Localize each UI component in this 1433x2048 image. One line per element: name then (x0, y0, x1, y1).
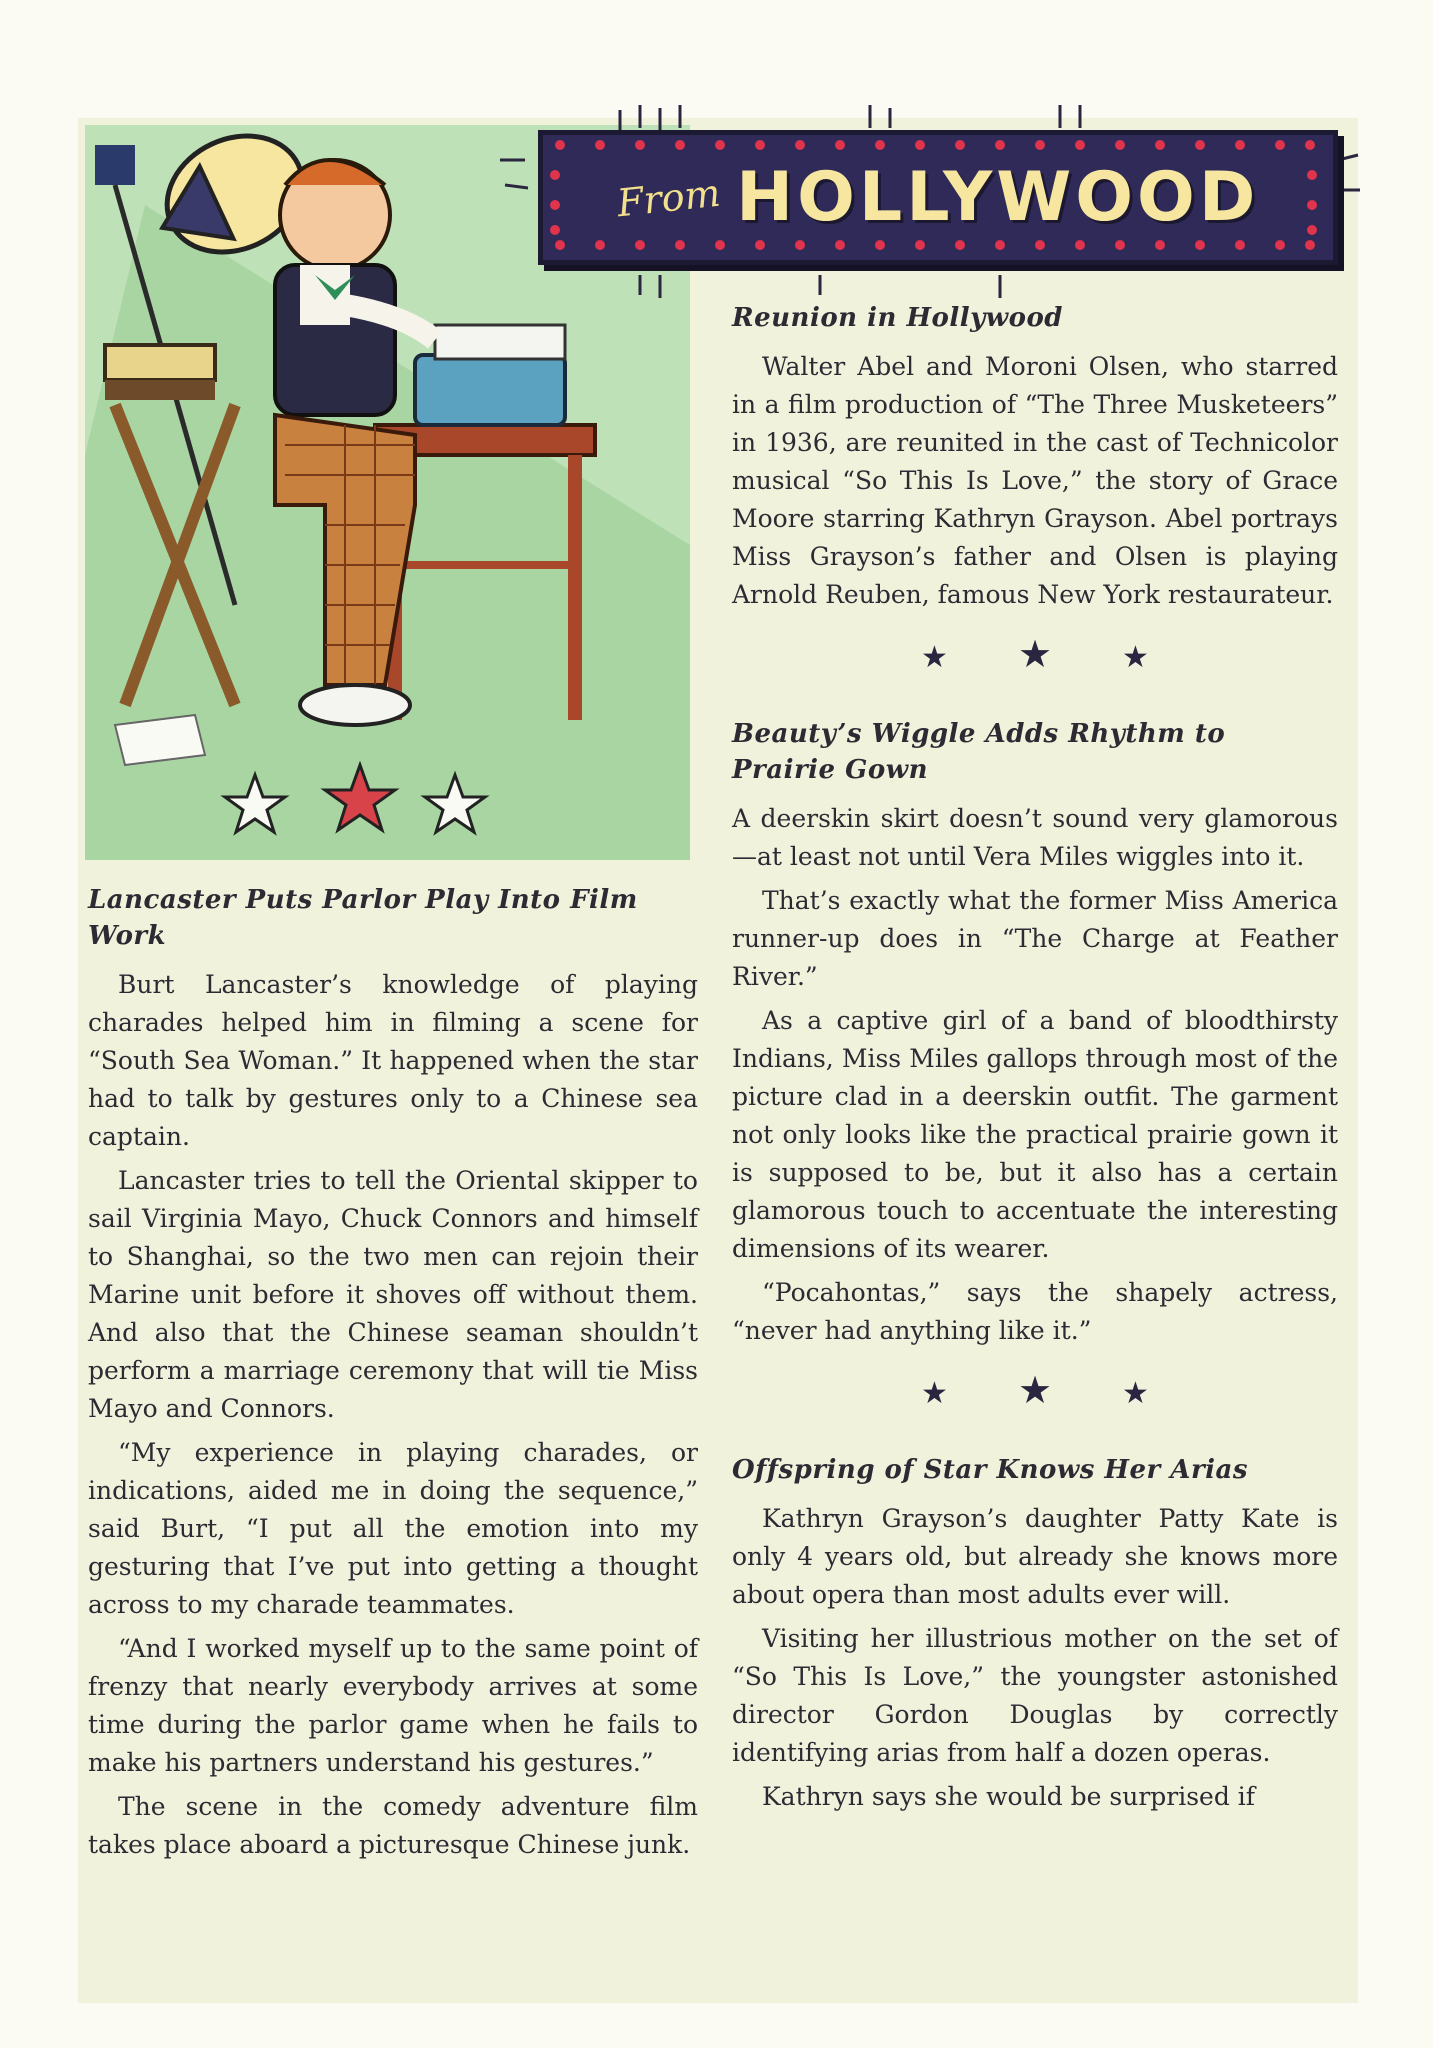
article-headline: Beauty’s Wiggle Adds Rhythm to Prairie Gown (732, 719, 1226, 785)
from-label: From (614, 170, 723, 225)
hollywood-title: HOLLYWOOD (736, 158, 1260, 237)
left-column (88, 882, 698, 1870)
article-paragraph: The scene in the comedy adventure film takes place aboard a picturesque Chinese junk. (88, 1792, 698, 1859)
star-separator (732, 632, 1338, 676)
right-column (732, 300, 1338, 1822)
article-paragraph: Walter Abel and Moroni Olsen, who starred in a film production of “The Three Musketeers” in 1936, are reunited in the cast of Technicolor musical “So This Is Love,” the story of Grace Moore starring Kathryn Grayson. Abel portrays Miss Grayson’s father and Olsen is playing Arnold Reuben, famous New York restaurateur. (732, 352, 1338, 609)
article-headline: Offspring of Star Knows Her Arias (732, 1455, 1249, 1485)
article-paragraph: “My experience in playing charades, or indications, aided me in doing the sequence,” said Burt, “I put all the emotion into my gesturing that I’ve put into getting a thought across to my charade teammates. (88, 1438, 698, 1619)
article-paragraph: Burt Lancaster’s knowledge of playing charades helped him in filming a scene for “South Sea Woman.” It happened when the star had to talk by gestures only to a Chinese sea captain. (88, 970, 698, 1151)
article-paragraph: Kathryn Grayson’s daughter Patty Kate is only 4 years old, but already she knows more about opera than most adults ever will. (732, 1504, 1338, 1609)
article-paragraph: Lancaster tries to tell the Oriental skipper to sail Virginia Mayo, Chuck Connors and himself to Shanghai, so the two men can rejoin their Marine unit before it shoves off without them. And also that the Chinese seaman shouldn’t perform a marriage ceremony that will tie Miss Mayo and Connors. (88, 1166, 698, 1423)
star-separator (732, 1368, 1338, 1412)
article-headline: Lancaster Puts Parlor Play Into Film Work (88, 885, 638, 951)
article-paragraph: Visiting her illustrious mother on the set of “So This Is Love,” the youngster astonished director Gordon Douglas by correctly identifying arias from half a dozen operas. (732, 1624, 1338, 1767)
star-icon: ★ (921, 640, 1018, 675)
article-paragraph: “And I worked myself up to the same point of frenzy that nearly everybody arrives at some time during the parlor game when he fails to make his partners understand his gestures.” (88, 1634, 698, 1777)
marquee-bulbs-icon (500, 100, 1360, 330)
article-headline: Reunion in Hollywood (732, 303, 1063, 333)
star-icon: ★ (1122, 1376, 1219, 1411)
article-paragraph: A deerskin skirt doesn’t sound very glamorous—at least not until Vera Miles wiggles into it. (732, 804, 1338, 871)
star-icon: ★ (1017, 632, 1123, 676)
from-hollywood-header (500, 100, 1360, 330)
star-icon: ★ (1017, 1368, 1123, 1412)
article-paragraph: As a captive girl of a band of bloodthirsty Indians, Miss Miles gallops through most of the picture clad in a deerskin outfit. The garment not only looks like the practical prairie gown it is supposed to be, but it also has a certain glamorous touch to accentuate the interesting dimensions of its wearer. (732, 1006, 1338, 1263)
star-icon: ★ (921, 1376, 1018, 1411)
article-paragraph: “Pocahontas,” says the shapely actress, “never had anything like it.” (732, 1278, 1338, 1345)
article-paragraph: That’s exactly what the former Miss America runner-up does in “The Charge at Feather River.” (732, 886, 1338, 991)
star-icon: ★ (1122, 640, 1219, 675)
article-paragraph: Kathryn says she would be surprised if (762, 1782, 1256, 1811)
